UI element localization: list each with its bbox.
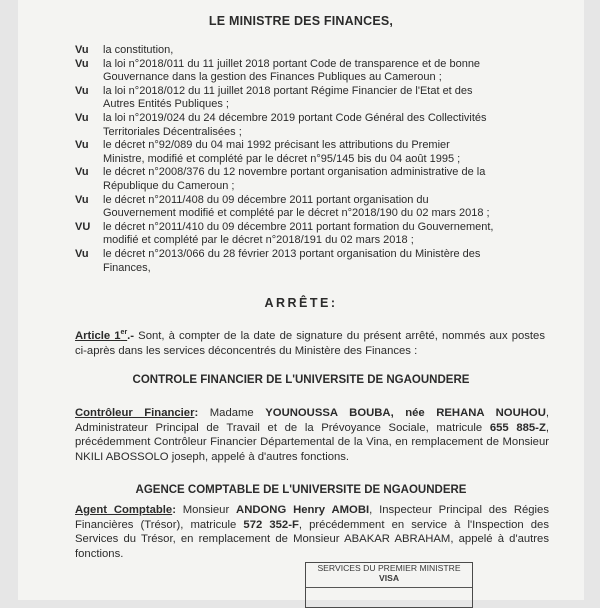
stamp-divider: [306, 587, 472, 588]
document-page: [18, 0, 584, 600]
vu-keyword: Vu: [75, 166, 89, 179]
vu-keyword: Vu: [75, 44, 89, 56]
vu-text-line: la loi n°2018/012 du 11 juillet 2018 portant Régime Financier de l'Etat et des: [103, 84, 473, 97]
vu-keyword: Vu: [75, 193, 89, 206]
vu-text-line: Gouvernement modifié et complété par le décret n°2018/190 du 02 mars 2018 ;: [103, 207, 490, 220]
vu-item: [75, 166, 545, 193]
vu-text-line: la constitution,: [103, 44, 174, 56]
appointee-name: YOUNOUSSA BOUBA, née REHANA NOUHOU: [265, 407, 546, 419]
vu-text-line: le décret n°2011/410 du 09 décembre 2011 portant formation du Gouvernement,: [103, 220, 494, 233]
arrete-heading: ARRÊTE:: [264, 296, 338, 310]
vu-text-line: Finances,: [103, 261, 151, 274]
vu-item: [75, 139, 545, 166]
vu-text-line: la loi n°2018/011 du 11 juillet 2018 portant Code de transparence et de bonne: [103, 57, 481, 70]
vu-text-line: Territoriales Décentralisées ;: [103, 125, 242, 138]
vu-text-line: le décret n°2008/376 du 12 novembre portant organisation administrative de la: [103, 166, 486, 179]
vu-keyword: Vu: [75, 139, 89, 152]
vu-keyword: Vu: [75, 84, 89, 97]
vu-item: [75, 44, 545, 58]
vu-keyword: Vu: [75, 111, 89, 124]
vu-item: [75, 112, 545, 139]
article-text: Sont, à compter de la date de signature du présent arrêté, nommés aux postes ci-après dans les services déconcentrés du Ministère des Finances :: [75, 330, 545, 357]
vu-item: [75, 221, 545, 248]
vu-text-line: Ministre, modifié et complété par le décret n°95/145 bis du 04 août 1995 ;: [103, 152, 461, 165]
vu-keyword: VU: [75, 220, 91, 233]
role-label: Contrôleur Financier: [75, 407, 195, 419]
vu-text-line: le décret n°2011/408 du 09 décembre 2011 portant organisation du: [103, 193, 429, 206]
stamp-visa: VISA: [378, 573, 400, 583]
vu-item: [75, 248, 545, 275]
stamp-office: SERVICES DU PREMIER MINISTRE: [317, 563, 461, 573]
section-title-controle-financier: CONTROLE FINANCIER DE L'UNIVERSITE DE NGAOUNDERE: [132, 374, 470, 386]
vu-text-line: le décret n°2013/066 du 28 février 2013 portant organisation du Ministère des: [103, 247, 481, 260]
controleur-financier-paragraph: Contrôleur Financier: Madame YOUNOUSSA BOUBA, née REHANA NOUHOU, Administrateur Principal de Travail et de la Prévoyance Sociale, matricule 655 885-Z, précédemment Contrôleur Financier Départemental de la Vina, en remplacement de Monsieur NKILI ABOSSOLO joseph, appelé à d'autres fonctions.: [75, 407, 549, 463]
vu-keyword: Vu: [75, 247, 89, 260]
minister-heading: LE MINISTRE DES FINANCES,: [208, 14, 394, 28]
vu-text-line: la loi n°2019/024 du 24 décembre 2019 portant Code Général des Collectivités: [103, 111, 487, 124]
role-label: Agent Comptable: [75, 504, 173, 516]
article-label: Article 1er: [75, 329, 128, 342]
section-title-agence-comptable: AGENCE COMPTABLE DE L'UNIVERSITE DE NGAOUNDERE: [135, 484, 467, 496]
vu-text-line: Gouvernance dans la gestion des Finances Publiques au Cameroun ;: [103, 71, 442, 84]
vu-item: [75, 194, 545, 221]
matricule: 572 352-F: [243, 518, 299, 531]
vu-text-line: modifié et complété par le décret n°2018/191 du 02 mars 2018 ;: [103, 234, 414, 247]
visa-stamp: [305, 562, 473, 608]
vu-keyword: Vu: [75, 57, 89, 70]
article-1: [75, 329, 545, 358]
appointee-name: ANDONG Henry AMOBI: [236, 504, 370, 516]
vu-text-line: le décret n°92/089 du 04 mai 1992 précisant les attributions du Premier: [103, 139, 450, 152]
vu-text-line: République du Cameroun ;: [103, 179, 235, 192]
vu-list: [75, 44, 545, 275]
agent-comptable-paragraph: Agent Comptable: Monsieur ANDONG Henry AMOBI, Inspecteur Principal des Régies Financières (Trésor), matricule 572 352-F, précédemment en service à l'Inspection des Services du Trésor, en remplacement de Monsieur ABAKAR ABRAHAM, appelé à d'autres fonctions.: [75, 504, 549, 560]
vu-item: [75, 85, 545, 112]
matricule: 655 885-Z: [489, 421, 546, 434]
vu-item: [75, 58, 545, 85]
article-dash: .-: [127, 330, 135, 342]
vu-text-line: Autres Entités Publiques ;: [103, 98, 229, 111]
